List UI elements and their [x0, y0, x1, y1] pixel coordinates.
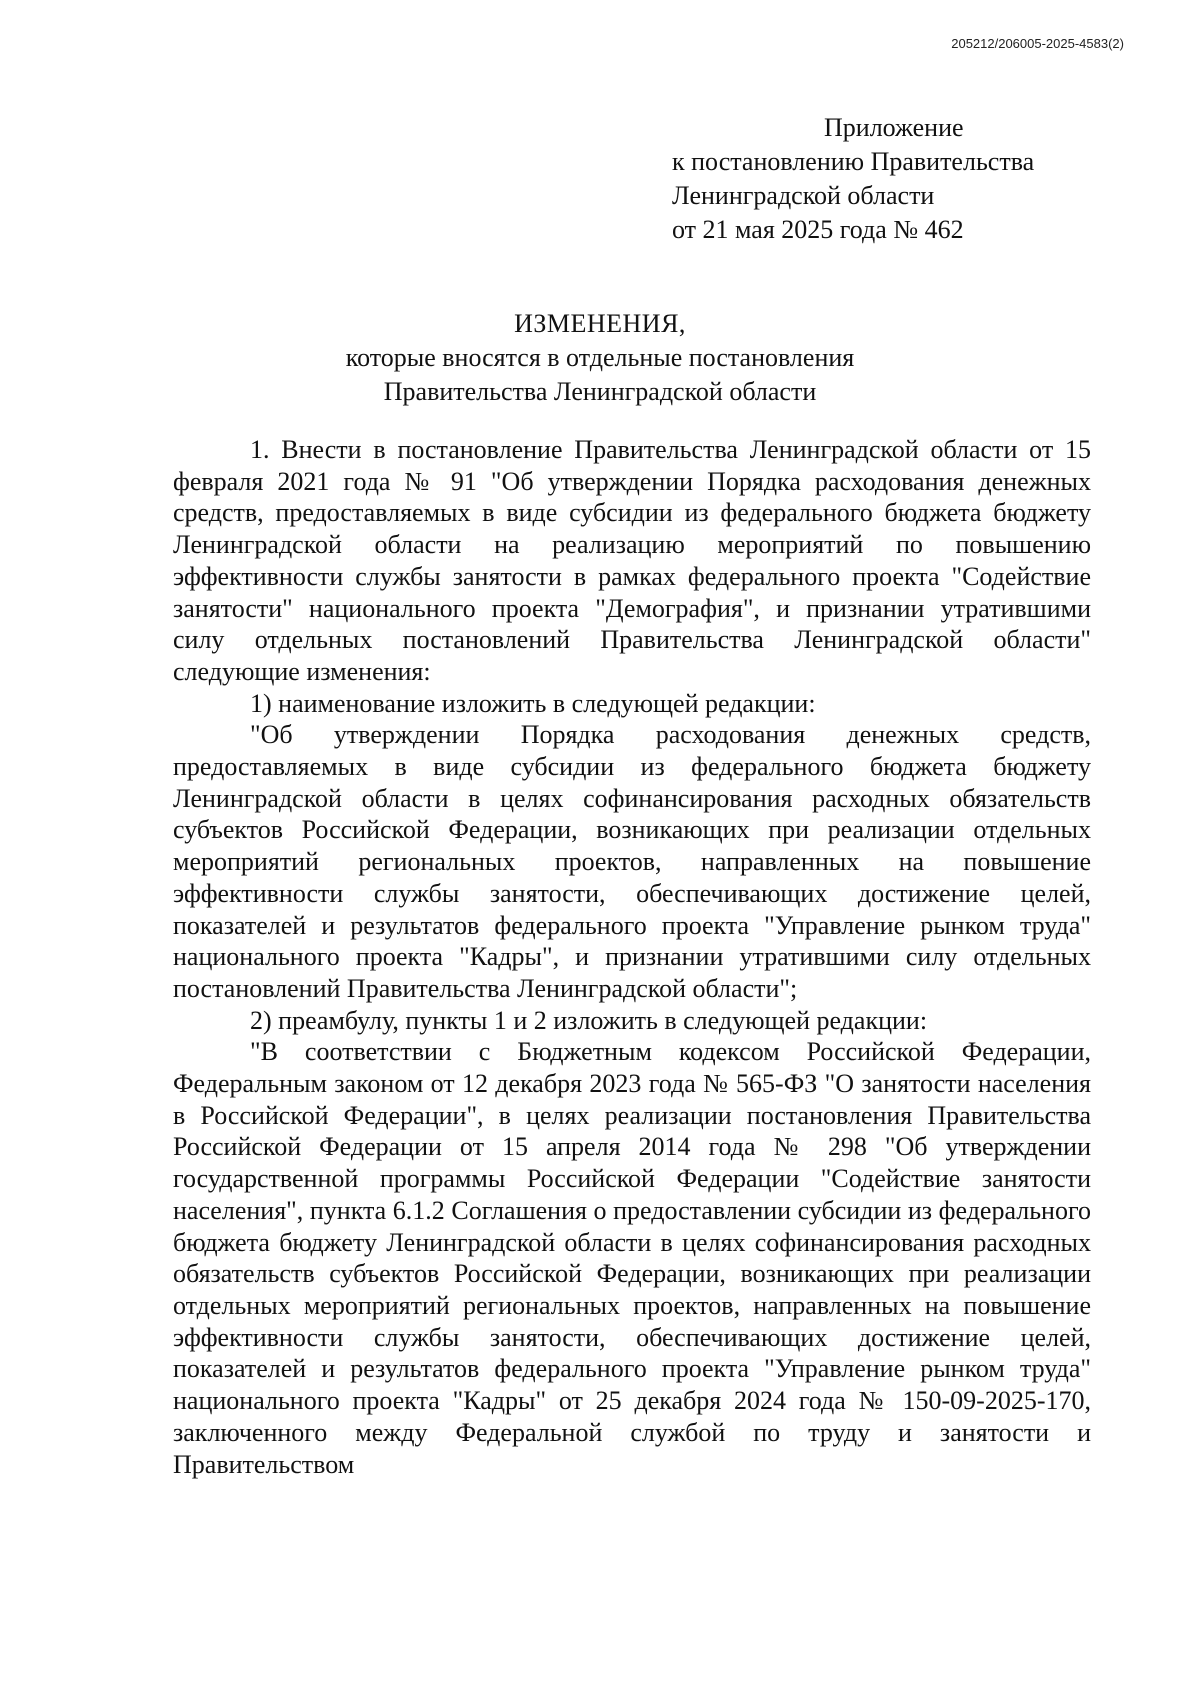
- paragraph-1: 1. Внести в постановление Правительства Ленинградской области от 15 февраля 2021 года № 91 "Об утверждении Порядка расходования денежных средств, предоставляемых в виде субсидии из федерального бюджета бюджету Ленинградской области на реализацию мероприятий по повышению эффективности службы занятости в рамках федерального проекта "Содействие занятости" национального проекта "Демография", и признании утратившими силу отдельных постановлений Правительства Ленинградской области" следующие изменения:: [173, 435, 1091, 686]
- title-block: [0, 307, 1200, 409]
- appendix-line-3: Ленинградской области: [672, 181, 935, 210]
- document-body: [173, 434, 1091, 1480]
- paragraph-4: 2) преамбулу, пункты 1 и 2 изложить в следующей редакции:: [250, 1005, 928, 1035]
- paragraph-2: 1) наименование изложить в следующей редакции:: [250, 688, 816, 718]
- appendix-block: [672, 111, 1034, 247]
- paragraph-5: "В соответствии с Бюджетным кодексом Российской Федерации, Федеральным законом от 12 декабря 2023 года № 565-ФЗ "О занятости населения в Российской Федерации", в целях реализации постановления Правительства Российской Федерации от 15 апреля 2014 года № 298 "Об утверждении государственной программы Российской Федерации "Содействие занятости населения", пункта 6.1.2 Соглашения о предоставлении субсидии из федерального бюджета бюджету Ленинградской области в целях софинансирования расходных обязательств субъектов Российской Федерации, возникающих при реализации отдельных мероприятий региональных проектов, направленных на повышение эффективности службы занятости, обеспечивающих достижение целей, показателей и результатов федерального проекта "Управление рынком труда" национального проекта "Кадры" от 25 декабря 2024 года № 150-09-2025-170, заключенного между Федеральной службой по труду и занятости и Правительством: [173, 1037, 1091, 1479]
- document-id: 205212/206005-2025-4583(2): [951, 36, 1124, 51]
- document-subtitle-line-1: которые вносятся в отдельные постановления: [345, 343, 855, 372]
- paragraph-3: "Об утверждении Порядка расходования денежных средств, предоставляемых в виде субсидии из федерального бюджета бюджету Ленинградской области в целях софинансирования расходных обязательств субъектов Российской Федерации, возникающих при реализации отдельных мероприятий региональных проектов, направленных на повышение эффективности службы занятости, обеспечивающих достижение целей, показателей и результатов федерального проекта "Управление рынком труда" национального проекта "Кадры", и признании утратившими силу отдельных постановлений Правительства Ленинградской области";: [173, 720, 1091, 1003]
- document-heading: ИЗМЕНЕНИЯ,: [514, 309, 686, 338]
- document-subtitle-line-2: Правительства Ленинградской области: [383, 377, 817, 406]
- appendix-line-4: от 21 мая 2025 года № 462: [672, 215, 964, 244]
- appendix-line-1: Приложение: [824, 113, 964, 142]
- appendix-line-2: к постановлению Правительства: [672, 147, 1035, 176]
